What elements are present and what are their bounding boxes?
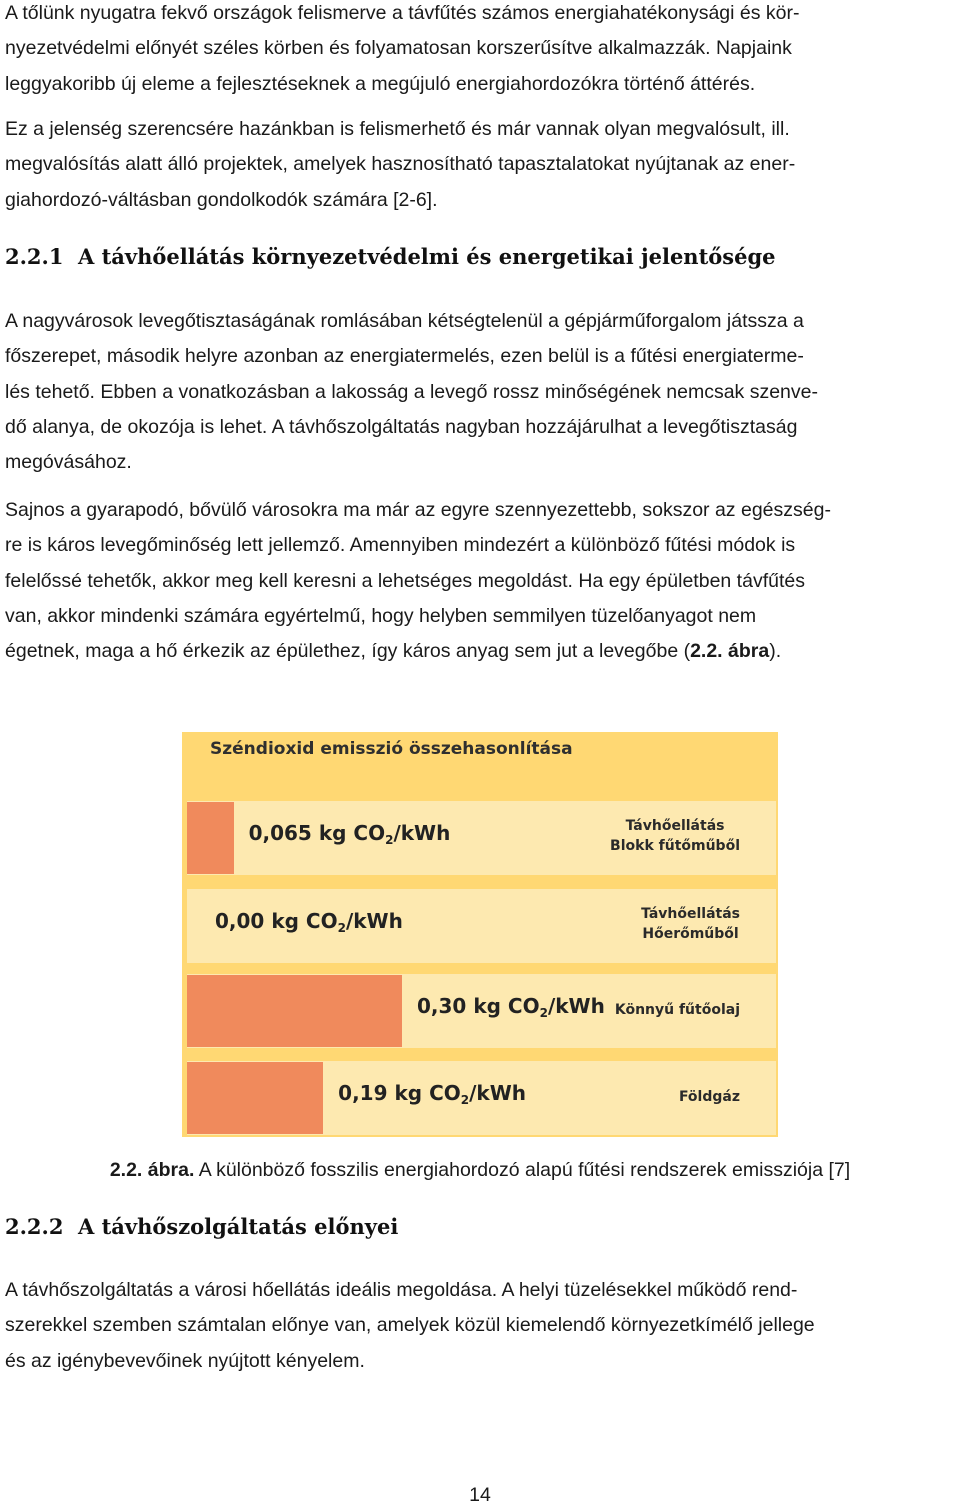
chart-category-label: Könnyű fűtőolaj — [614, 1002, 740, 1018]
text-line: szerekkel szemben számtalan előnye van, amelyek közül kiemelendő környezetkímélő jellege — [5, 1314, 815, 1337]
figure-caption — [0, 1155, 960, 1185]
text-line: Sajnos a gyarapodó, bővülő városokra ma már az egyre szennyezettebb, sokszor az egészség- — [5, 499, 831, 521]
chart-category-label: Távhőellátás Blokk fűtőműből — [610, 818, 740, 854]
chart-title: Széndioxid emisszió összehasonlítása — [210, 739, 573, 759]
text-line: nyezetvédelmi előnyét széles körben és folyamatosan korszerűsítve alkalmazzák. Napjaink — [5, 37, 792, 60]
caption-label: 2.2. ábra. — [109, 1159, 195, 1181]
text-line: lés tehető. Ebben a vonatkozásban a lakosság a levegő rossz minőségének nemcsak szenve- — [5, 380, 818, 403]
section-title: A távhőellátás környezetvédelmi és energetikai jelentősége — [78, 244, 776, 269]
text-line: dő alanya, de okozója is lehet. A távhőszolgáltatás nagyban hozzájárulhat a levegőtisztaság — [5, 415, 798, 438]
figure-reference-link[interactable]: 2.2. ábra — [690, 640, 770, 663]
text-line: ). — [769, 640, 782, 663]
chart-value-label: 0,30 kg $CO_2$/kWh — [417, 994, 605, 1020]
co2-emission-chart — [182, 732, 778, 1137]
text-line: A nagyvárosok levegőtisztaságának romlásában kétségtelenül a gépjárműforgalom játssza a — [5, 310, 804, 332]
page-number: 14 — [469, 1484, 491, 1506]
text-line: és az igénybevevőinek nyújtott kényelem. — [5, 1349, 365, 1372]
text-line: giahordozó-váltásban gondolkodók számára [2-6]. — [5, 188, 438, 211]
section-number: 2.2.2 — [5, 1214, 64, 1239]
text-line: Ez a jelenség szerencsére hazánkban is felismerhető és már vannak olyan megvalósult, ill. — [5, 118, 790, 140]
chart-value-label: 0,19 kg $CO_2$/kWh — [338, 1081, 527, 1107]
intro-paragraph — [5, 0, 956, 102]
text-line: megvalósítás alatt álló projektek, amelyek hasznosítható tapasztalatokat nyújtanak az ener- — [5, 153, 796, 176]
chart-category-label: Földgáz — [678, 1089, 740, 1105]
section-heading-2-2-2 — [5, 1214, 398, 1239]
section-number: 2.2.1 — [5, 244, 64, 269]
district-heating-paragraph — [5, 493, 956, 669]
chart-row — [187, 801, 776, 875]
text-line: re is káros levegőminőség lett jellemző. Amennyiben mindezért a különböző fűtési módok is — [5, 534, 796, 557]
text-line: van, akkor mindenki számára egyértelmű, hogy helyben semmilyen tüzelőanyagot nem — [5, 604, 757, 627]
text-line: főszerepet, második helyre azonban az energiatermelés, ezen belül is a fűtési energiaterme- — [5, 345, 804, 368]
chart-bar — [187, 975, 402, 1047]
text-line: égetnek, maga a hő érkezik az épülethez, így káros anyag sem jut a levegőbe ( — [5, 640, 691, 663]
air-quality-paragraph — [5, 304, 956, 480]
chart-bar — [187, 802, 234, 874]
chart-category-label: Távhőellátás Hőerőműből — [641, 906, 740, 942]
text-line: leggyakoribb új eleme a fejlesztéseknek a megújuló energiahordozókra történő áttérés. — [5, 72, 756, 95]
chart-value-label: 0,065 kg $CO_2$/kWh — [248, 821, 451, 847]
text-line: felelőssé tehetők, akkor meg kell keresni a lehetséges megoldást. Ha egy épületben távfűtés — [5, 569, 805, 592]
section-heading-2-2-1 — [5, 244, 776, 269]
text-line: megóvásához. — [5, 451, 132, 474]
text-line: A távhőszolgáltatás a városi hőellátás ideális megoldása. A helyi tüzelésekkel működő rend- — [5, 1279, 798, 1301]
chart-row — [187, 1061, 776, 1135]
chart-value-label: 0,00 kg $CO_2$/kWh — [215, 909, 403, 935]
text-line: A tőlünk nyugatra fekvő országok felismerve a távfűtés számos energiahatékonysági és kör- — [5, 2, 800, 24]
caption-text: A különböző fosszilis energiahordozó alapú fűtési rendszerek emissziója [7] — [194, 1159, 851, 1181]
section-title: A távhőszolgáltatás előnyei — [78, 1214, 399, 1239]
hungary-paragraph — [5, 112, 956, 218]
chart-bar — [187, 1062, 323, 1134]
chart-row — [187, 889, 776, 963]
advantages-paragraph — [5, 1273, 956, 1379]
chart-row — [187, 974, 776, 1048]
